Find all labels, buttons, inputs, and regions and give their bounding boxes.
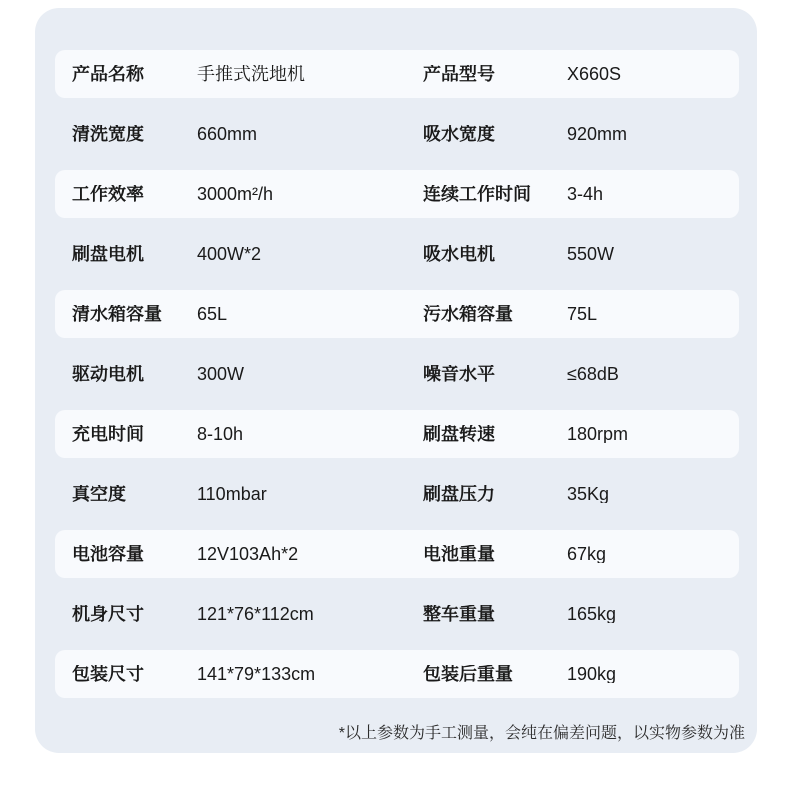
spec-label: 吸水电机 — [423, 245, 495, 263]
spec-label: 污水箱容量 — [423, 305, 513, 323]
spec-label: 电池容量 — [72, 545, 144, 563]
spec-value: 180rpm — [567, 425, 629, 443]
spec-label: 电池重量 — [423, 545, 495, 563]
spec-row-vacuum — [55, 470, 739, 518]
spec-label: 产品名称 — [72, 65, 144, 83]
spec-value: 手推式洗地机 — [197, 65, 305, 83]
spec-value: ≤68dB — [567, 365, 619, 383]
spec-label: 清水箱容量 — [72, 305, 162, 323]
spec-label: 包装后重量 — [423, 665, 513, 683]
spec-value: 8-10h — [197, 425, 244, 443]
spec-row-battery-capacity — [55, 530, 739, 578]
spec-value: 660mm — [197, 125, 258, 143]
spec-label: 连续工作时间 — [423, 185, 531, 203]
spec-row-charge-time — [55, 410, 739, 458]
spec-value: 550W — [567, 245, 615, 263]
spec-value: 400W*2 — [197, 245, 262, 263]
spec-value: 65L — [197, 305, 228, 323]
spec-value: 920mm — [567, 125, 628, 143]
spec-label: 真空度 — [72, 485, 126, 503]
spec-label: 整车重量 — [423, 605, 495, 623]
spec-label: 吸水宽度 — [423, 125, 495, 143]
spec-label: 刷盘电机 — [72, 245, 144, 263]
spec-label: 充电时间 — [72, 425, 144, 443]
spec-value: 3-4h — [567, 185, 604, 203]
spec-value: 141*79*133cm — [197, 665, 316, 683]
spec-label: 刷盘压力 — [423, 485, 495, 503]
spec-value: 67kg — [567, 545, 607, 563]
spec-value: 75L — [567, 305, 598, 323]
spec-label: 噪音水平 — [423, 365, 495, 383]
spec-row-brush-motor — [55, 230, 739, 278]
spec-row-drive-motor — [55, 350, 739, 398]
spec-label: 产品型号 — [423, 65, 495, 83]
spec-row-product-name — [55, 50, 739, 98]
spec-value: 190kg — [567, 665, 617, 683]
spec-label: 机身尺寸 — [72, 605, 144, 623]
spec-value: 35Kg — [567, 485, 610, 503]
spec-value: 3000m²/h — [197, 185, 274, 203]
spec-value: 12V103Ah*2 — [197, 545, 299, 563]
spec-label: 驱动电机 — [72, 365, 144, 383]
spec-row-work-efficiency — [55, 170, 739, 218]
spec-label: 工作效率 — [72, 185, 144, 203]
spec-row-clean-tank — [55, 290, 739, 338]
spec-value: 165kg — [567, 605, 617, 623]
spec-row-package-size — [55, 650, 739, 698]
spec-value: 121*76*112cm — [197, 605, 314, 623]
spec-value: X660S — [567, 65, 622, 83]
spec-table-panel — [35, 8, 757, 753]
spec-label: 刷盘转速 — [423, 425, 495, 443]
spec-row-cleaning-width — [55, 110, 739, 158]
measurement-disclaimer: *以上参数为手工测量，会纯在偏差问题，以实物参数为准 — [338, 725, 745, 742]
spec-value: 110mbar — [197, 485, 267, 503]
spec-label: 清洗宽度 — [72, 125, 144, 143]
spec-label: 包装尺寸 — [72, 665, 144, 683]
spec-row-body-size — [55, 590, 739, 638]
spec-value: 300W — [197, 365, 245, 383]
